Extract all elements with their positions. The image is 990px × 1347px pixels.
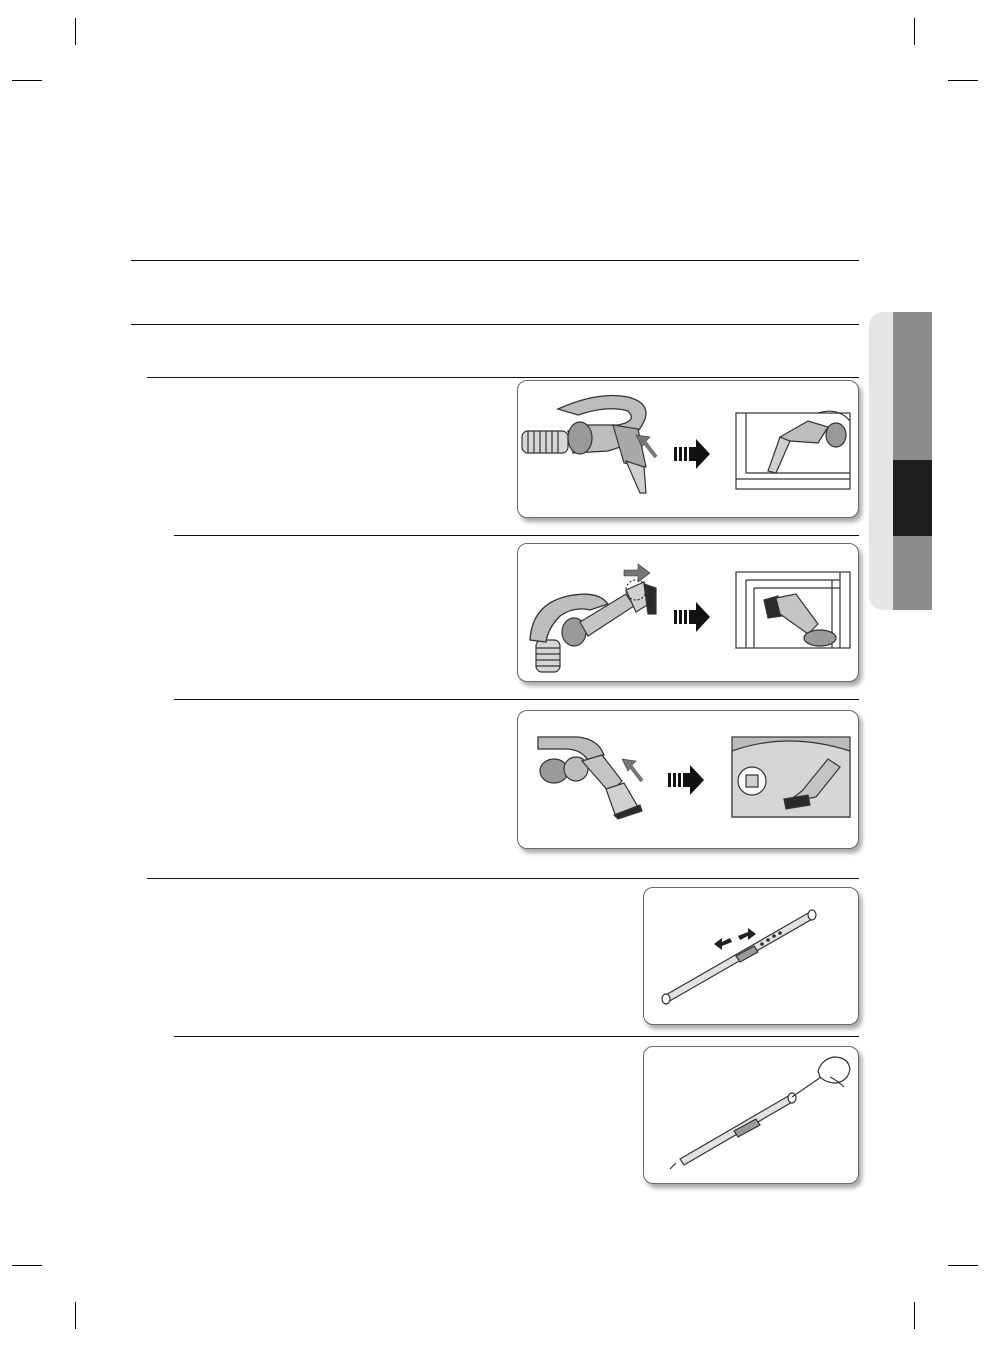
crop-mark-tl-vertical [75, 18, 76, 45]
upholstery-tool-illustration [517, 710, 859, 849]
hand-icon [818, 1057, 850, 1087]
next-step-arrow-icon [674, 439, 710, 469]
hose-icon [522, 431, 568, 453]
crevice-tool-illustration [517, 380, 859, 518]
item-rule-dusting-brush [174, 535, 859, 536]
telescopic-pipe-icon [680, 1093, 796, 1165]
section-rule-pipe [147, 878, 859, 879]
telescopic-pipe-icon [662, 910, 816, 1004]
release-arrow-icon [624, 564, 650, 582]
shorten-arrow-icon [714, 938, 732, 950]
hose-icon [536, 640, 560, 672]
dusting-brush-illustration [517, 543, 859, 682]
crop-mark-tl-horizontal [12, 80, 42, 81]
header-rule-bottom [131, 324, 859, 325]
side-tab-3[interactable] [893, 536, 932, 610]
side-tab-active[interactable] [893, 460, 932, 536]
crop-mark-tr-vertical [914, 18, 915, 45]
header-rule-top [131, 260, 859, 261]
crop-mark-bl-horizontal [12, 1265, 42, 1266]
pipe-length-illustration [643, 887, 859, 1025]
crop-mark-bl-vertical [75, 1302, 76, 1329]
window-cleaning-scene-icon [736, 572, 850, 648]
crop-mark-br-vertical [914, 1302, 915, 1329]
section-rule-nozzles [147, 377, 859, 378]
crop-mark-tr-horizontal [948, 80, 978, 81]
item-rule-upholstery [174, 699, 859, 700]
crop-mark-br-horizontal [948, 1265, 978, 1266]
next-step-arrow-icon [668, 765, 704, 795]
corner-cleaning-scene-icon [736, 411, 850, 489]
extend-arrow-icon [738, 928, 756, 940]
upholstery-nozzle-icon [606, 783, 642, 819]
next-step-arrow-icon [674, 602, 710, 632]
sofa-cleaning-scene-icon [732, 737, 850, 817]
side-tab-1[interactable] [893, 312, 932, 460]
hose-icon [540, 757, 588, 783]
item-rule-pipe-unblock [174, 1036, 859, 1037]
pipe-unblock-illustration [643, 1046, 859, 1184]
